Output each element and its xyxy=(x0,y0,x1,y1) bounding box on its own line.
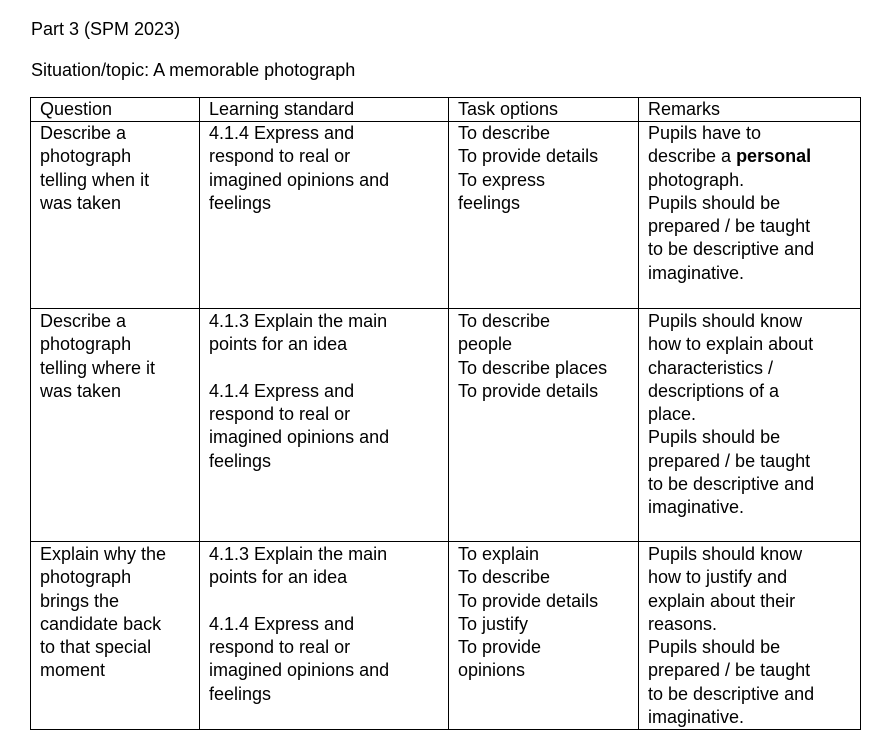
header-learning-standard: Learning standard xyxy=(200,98,449,122)
remarks-text: photograph. Pupils should be prepared / be taught to be descriptive and imaginative. xyxy=(648,169,815,283)
situation-topic: Situation/topic: A memorable photograph xyxy=(31,60,356,80)
question-cell: Describe a photograph telling when it was taken xyxy=(31,122,200,309)
document-heading: Part 3 (SPM 2023) xyxy=(31,19,181,39)
table-row xyxy=(31,542,861,730)
tasks-cell: To explain To describe To provide details To justify To provide opinions xyxy=(449,542,639,730)
tasks-cell: To describe people To describe places To provide details xyxy=(449,309,639,542)
question-cell: Explain why the photograph brings the candidate back to that special moment xyxy=(31,542,200,730)
header-remarks: Remarks xyxy=(639,98,861,122)
table-row xyxy=(31,122,861,309)
remarks-cell xyxy=(639,122,861,309)
remarks-cell: Pupils should know how to explain about characteristics / descriptions of a place. Pupils should be prepared / be taught to be descriptive and imaginative. xyxy=(639,309,861,542)
question-cell: Describe a photograph telling where it was taken xyxy=(31,309,200,542)
tasks-cell: To describe To provide details To express feelings xyxy=(449,122,639,309)
speaking-task-table xyxy=(30,97,861,730)
remarks-text: Pupils have to describe a xyxy=(648,123,762,167)
table-row xyxy=(31,309,861,542)
header-task-options: Task options xyxy=(449,98,639,122)
remarks-bold-text: personal xyxy=(736,146,812,167)
remarks-cell: Pupils should know how to justify and explain about their reasons. Pupils should be prepared / be taught to be descriptive and imaginative. xyxy=(639,542,861,730)
standard-cell: 4.1.4 Express and respond to real or imagined opinions and feelings xyxy=(200,122,449,309)
table-header-row xyxy=(31,98,861,122)
standard-cell: 4.1.3 Explain the main points for an idea 4.1.4 Express and respond to real or imagined opinions and feelings xyxy=(200,542,449,730)
standard-cell: 4.1.3 Explain the main points for an idea 4.1.4 Express and respond to real or imagined opinions and feelings xyxy=(200,309,449,542)
header-question: Question xyxy=(31,98,200,122)
